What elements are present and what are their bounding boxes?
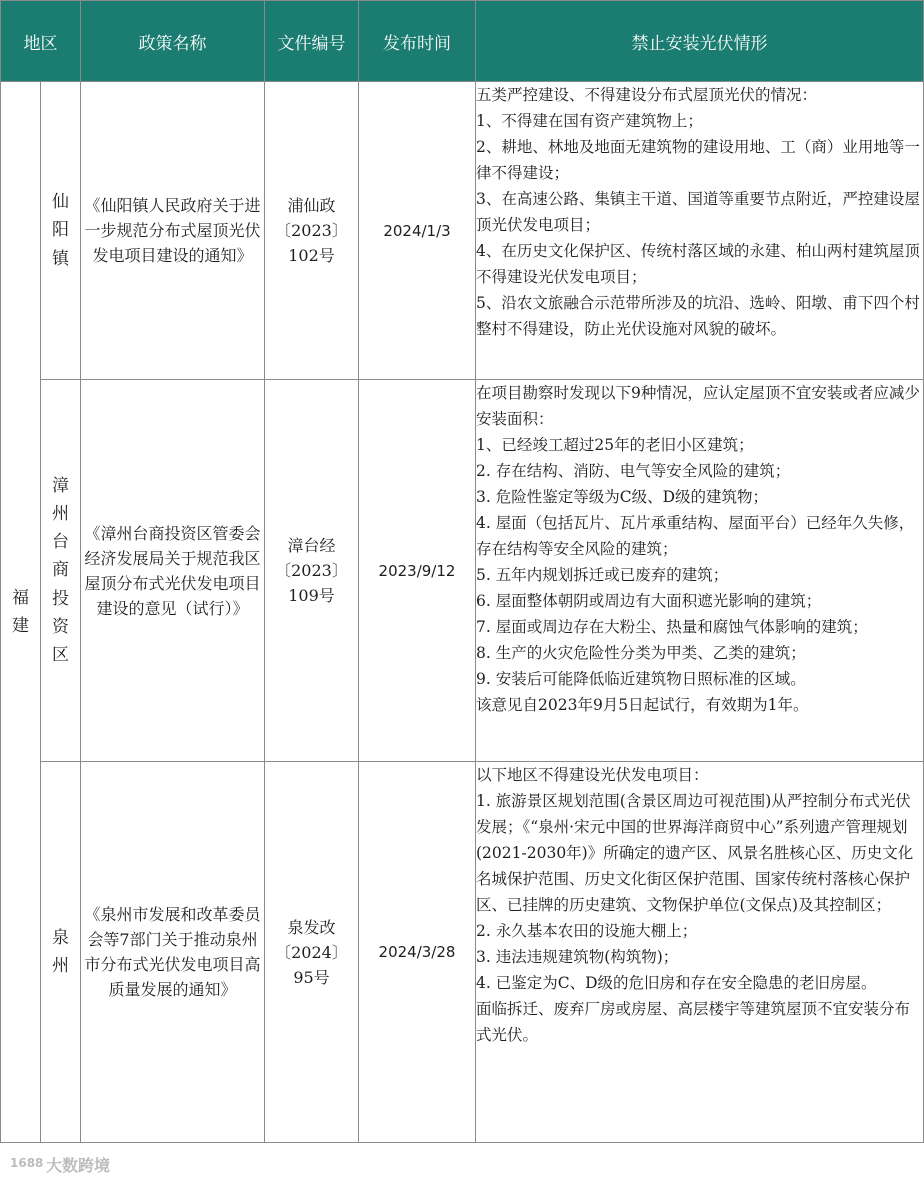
detail-line: 以下地区不得建设光伏发电项目： — [476, 766, 709, 784]
policy-name-cell: 《漳州台商投资区管委会经济发展局关于规范我区屋顶分布式光伏发电项目建设的意见（试行）》 — [81, 380, 265, 762]
detail-line: 2、耕地、林地及地面无建筑物的建设用地、工（商）业用地等一律不得建设； — [476, 138, 920, 182]
region-label: 仙阳镇 — [51, 192, 69, 269]
doc-no-cell: 漳台经〔2023〕109号 — [265, 380, 359, 762]
province-label: 福建 — [11, 587, 29, 636]
detail-line: 1、不得建在国有资产建筑物上； — [476, 112, 703, 130]
region-label: 漳州台商投资区 — [51, 476, 69, 665]
region-cell — [41, 380, 81, 762]
detail-line: 3. 违法违规建筑物(构筑物)； — [476, 948, 679, 966]
date-cell: 2024/1/3 — [359, 82, 476, 380]
detail-line: 五类严控建设、不得建设分布式屋顶光伏的情况： — [476, 86, 818, 104]
watermark — [10, 1152, 110, 1176]
detail-line: 2. 永久基本农田的设施大棚上； — [476, 922, 698, 940]
detail-line: 4. 屋面（包括瓦片、瓦片承重结构、屋面平台）已经年久失修，存在结构等安全风险的建筑； — [476, 514, 915, 558]
doc-no-cell: 泉发改〔2024〕95号 — [265, 762, 359, 1143]
detail-line: 该意见自2023年9月5日起试行，有效期为1年。 — [476, 696, 809, 714]
region-cell — [41, 762, 81, 1143]
policy-name-cell: 《仙阳镇人民政府关于进一步规范分布式屋顶光伏发电项目建设的通知》 — [81, 82, 265, 380]
detail-line: 在项目勘察时发现以下9种情况，应认定屋顶不宜安装或者应减少安装面积： — [476, 384, 920, 428]
policy-name-cell: 《泉州市发展和改革委员会等7部门关于推动泉州市分布式光伏发电项目高质量发展的通知》 — [81, 762, 265, 1143]
detail-line: 2. 存在结构、消防、电气等安全风险的建筑； — [476, 462, 791, 480]
table-row — [1, 762, 924, 1143]
header-date: 发布时间 — [359, 1, 476, 82]
detail-line: 5、沿农文旅融合示范带所涉及的坑沿、选岭、阳墩、甫下四个村整村不得建设，防止光伏设施对风貌的破坏。 — [476, 294, 920, 338]
doc-no-cell: 浦仙政〔2023〕102号 — [265, 82, 359, 380]
header-detail: 禁止安装光伏情形 — [476, 1, 924, 82]
header-policy-name: 政策名称 — [81, 1, 265, 82]
detail-line: 6. 屋面整体朝阴或周边有大面积遮光影响的建筑； — [476, 592, 822, 610]
watermark-text: 大数跨境 — [46, 1155, 111, 1175]
province-cell — [1, 82, 41, 1143]
detail-line: 7. 屋面或周边存在大粉尘、热量和腐蚀气体影响的建筑； — [476, 618, 868, 636]
watermark-logo-icon — [10, 1153, 44, 1175]
detail-line: 4、在历史文化保护区、传统村落区域的永建、柏山两村建筑屋顶不得建设光伏发电项目； — [476, 242, 920, 286]
detail-line: 面临拆迁、废弃厂房或房屋、高层楼宇等建筑屋顶不宜安装分布式光伏。 — [476, 1000, 911, 1044]
detail-line: 9. 安装后可能降低临近建筑物日照标准的区域。 — [476, 670, 806, 688]
detail-line: 5. 五年内规划拆迁或已废弃的建筑； — [476, 566, 729, 584]
detail-cell — [476, 762, 924, 1143]
date-cell: 2023/9/12 — [359, 380, 476, 762]
table-row — [1, 380, 924, 762]
detail-line: 1、已经竣工超过25年的老旧小区建筑； — [476, 436, 754, 454]
detail-line: 3. 危险性鉴定等级为C级、D级的建筑物； — [476, 488, 769, 506]
detail-line: 8. 生产的火灾危险性分类为甲类、乙类的建筑； — [476, 644, 806, 662]
region-cell — [41, 82, 81, 380]
header-doc-no: 文件编号 — [265, 1, 359, 82]
detail-line: 3、在高速公路、集镇主干道、国道等重要节点附近，严控建设屋顶光伏发电项目； — [476, 190, 920, 234]
detail-cell — [476, 82, 924, 380]
table-header-row — [1, 1, 924, 82]
detail-line: 4. 已鉴定为C、D级的危旧房和存在安全隐患的老旧房屋。 — [476, 974, 877, 992]
detail-line: 1. 旅游景区规划范围(含景区周边可视范围)从严控制分布式光伏发展；《“泉州·宋元中国的世界海洋商贸中心”系列遗产管理规划(2021-2030年)》所确定的遗产区、风景名胜核心区、历史文化名城保护范围、历史文化街区保护范围、国家传统村落核心保护区、已挂牌的历史建筑、文物保护单位(文保点)及其控制区； — [476, 792, 914, 914]
header-region: 地区 — [1, 1, 81, 82]
region-label: 泉州 — [51, 927, 69, 976]
detail-cell — [476, 380, 924, 762]
table-row — [1, 82, 924, 380]
svg-text:1688: 1688 — [10, 1156, 44, 1170]
date-cell: 2024/3/28 — [359, 762, 476, 1143]
